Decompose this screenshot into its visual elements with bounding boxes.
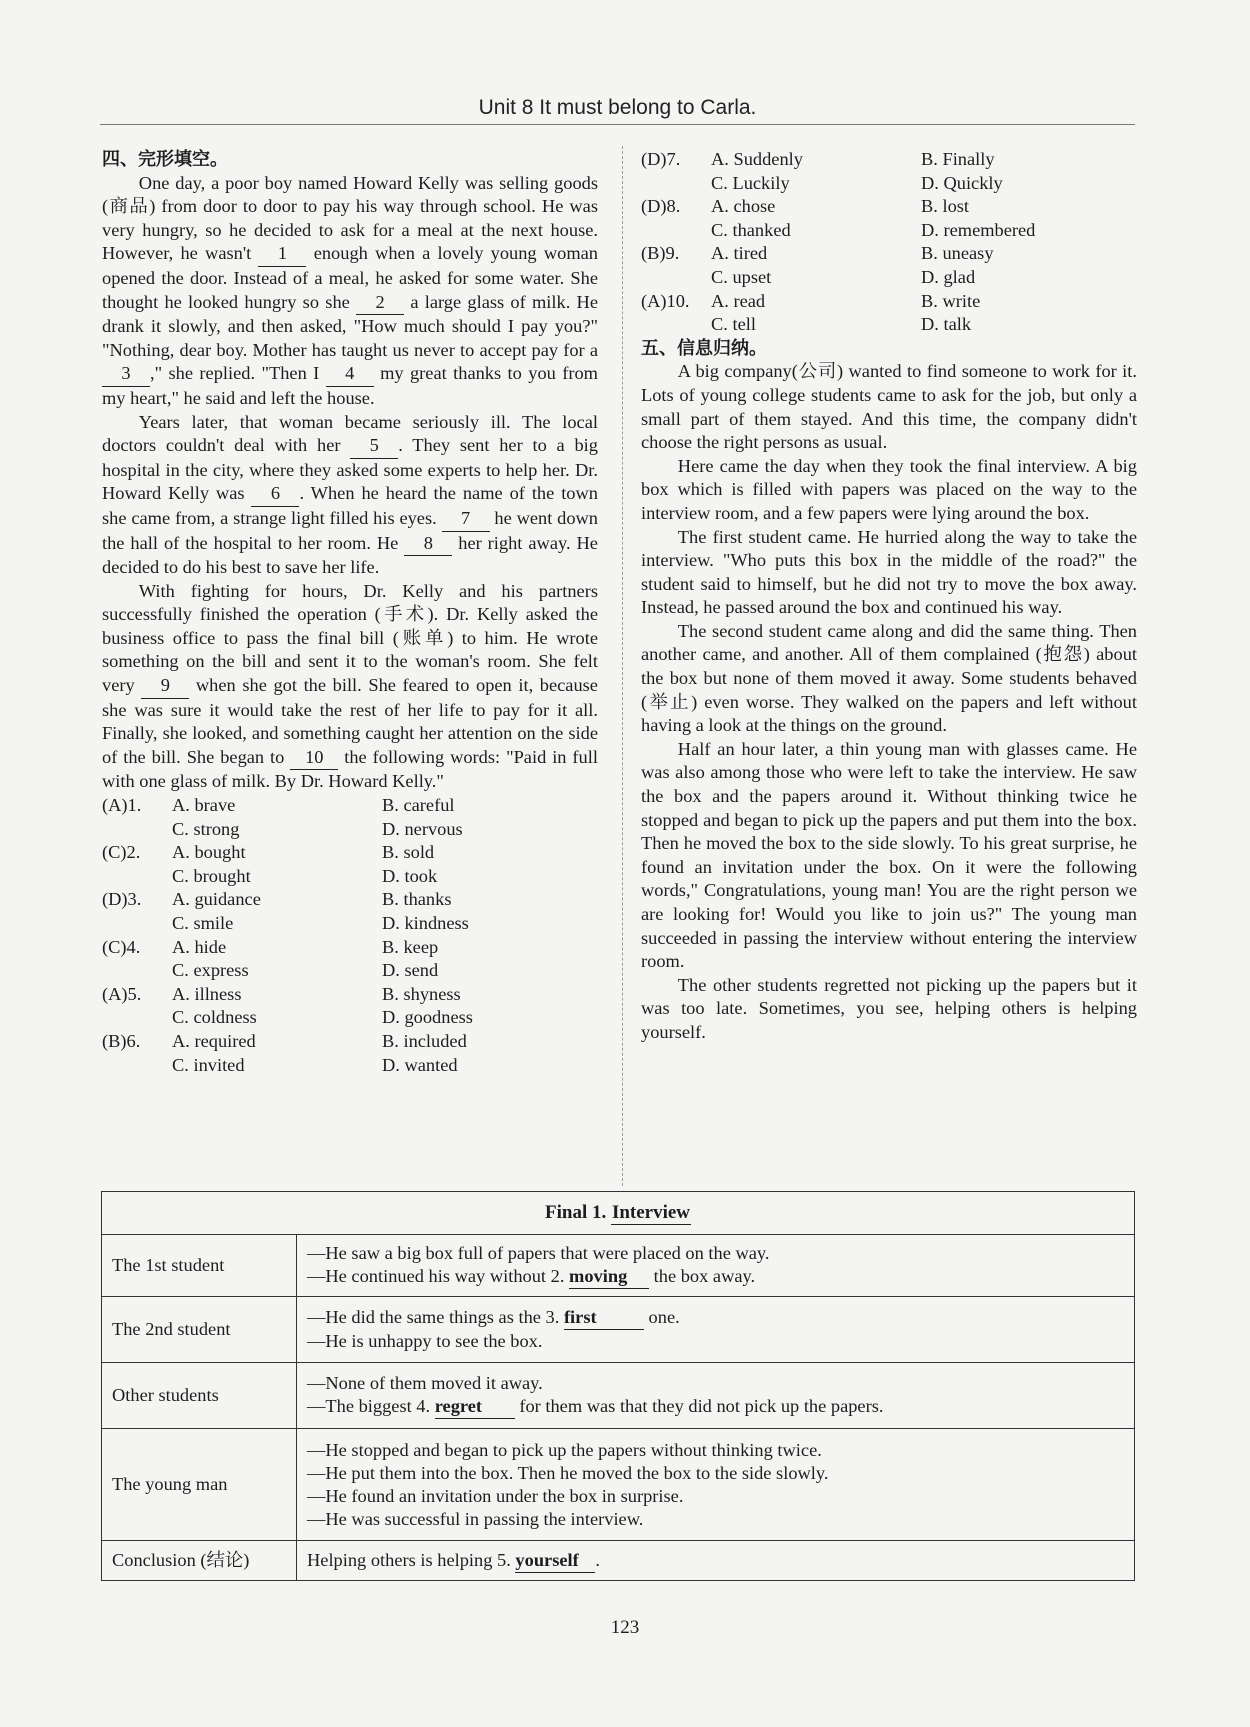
summary-table bbox=[101, 1191, 1135, 1581]
blank-9: 9 bbox=[141, 674, 189, 699]
table-line: —He stopped and began to pick up the papers without thinking twice. bbox=[307, 1439, 822, 1460]
question-row bbox=[102, 818, 598, 842]
option: C. upset bbox=[711, 266, 772, 287]
table-line: —He found an invitation under the box in surprise. bbox=[307, 1485, 684, 1506]
cloze-paragraph-2 bbox=[102, 411, 598, 580]
question-row bbox=[102, 912, 598, 936]
option: C. tell bbox=[711, 314, 756, 335]
blank-6: 6 bbox=[251, 482, 299, 507]
answer-label: (D)8. bbox=[641, 196, 681, 217]
table-text: for them was that they did not pick up the papers. bbox=[519, 1396, 884, 1416]
option: B. careful bbox=[382, 795, 455, 816]
question-row bbox=[102, 794, 598, 818]
answer-label: (B)6. bbox=[102, 1030, 141, 1051]
row-label: Other students bbox=[102, 1363, 297, 1429]
info-paragraph-1: A big company(公司) wanted to find someone to work for it. Lots of young college students came to ask for the job, but only a small part of them stayed. And this time, the company didn't choose the right persons as usual. bbox=[641, 361, 1137, 453]
info-paragraph-6: The other students regretted not picking up the papers but it was too late. Sometimes, you see, helping others is helping yourself. bbox=[641, 974, 1137, 1042]
info-paragraph-5: Half an hour later, a thin young man with glasses came. He was also among those who were left to take the interview. He saw the box and the papers around it. Without thinking twice he stopped and began to pick up the papers and put them into the box. Then he moved the box to the side slowly. To his great surprise, he found an invitation under the box. On it were the following words," Congratulations, young man! You are the right person we are looking for! Would you like to join us?" The young man succeeded in passing the interview without entering the interview room. bbox=[641, 738, 1137, 972]
option: D. remembered bbox=[921, 219, 1036, 240]
option: B. included bbox=[382, 1030, 467, 1051]
option: C. coldness bbox=[172, 1007, 257, 1028]
option: D. kindness bbox=[382, 913, 469, 933]
answer-label: (A)1. bbox=[102, 795, 142, 816]
option: D. nervous bbox=[382, 818, 463, 839]
option: D. goodness bbox=[382, 1007, 473, 1028]
table-line bbox=[307, 1265, 1124, 1289]
option: B. sold bbox=[382, 842, 435, 863]
info-paragraph-4: The second student came along and did the same thing. Then another came, and another. All of them complained (抱怨) about the box but none of them moved it away. Some students behaved (举止) even worse. They walked on the papers and left without having a look at the things on the ground. bbox=[641, 620, 1137, 736]
option: B. shyness bbox=[382, 983, 461, 1004]
cloze-text: ," she replied. "Then I bbox=[150, 363, 320, 384]
option: B. keep bbox=[382, 936, 439, 957]
blank-10: 10 bbox=[290, 746, 338, 771]
option: C. strong bbox=[172, 818, 240, 839]
table-title bbox=[102, 1192, 1135, 1235]
cloze-title: 四、完形填空。 bbox=[102, 149, 228, 170]
unit-header: Unit 8 It must belong to Carla. bbox=[478, 96, 757, 119]
row-content bbox=[297, 1429, 1135, 1541]
right-column bbox=[641, 148, 1137, 1045]
cloze-questions-left bbox=[102, 794, 598, 1077]
cloze-text: he went down the hall of the hospital to her room. He bbox=[102, 507, 598, 553]
table-text: . bbox=[595, 1549, 601, 1570]
table-line bbox=[307, 1306, 1124, 1330]
table-text: one. bbox=[648, 1307, 680, 1327]
option: D. Quickly bbox=[921, 172, 1003, 193]
question-row bbox=[102, 936, 598, 960]
table-text: Helping others is helping 5. bbox=[307, 1549, 511, 1570]
question-row bbox=[641, 172, 1137, 196]
option: C. express bbox=[172, 960, 249, 981]
column-divider bbox=[622, 146, 623, 1186]
table-text: —He did the same things as the 3. bbox=[307, 1307, 560, 1327]
blank-7: 7 bbox=[442, 507, 490, 532]
option: B. Finally bbox=[921, 149, 995, 169]
option: A. tired bbox=[711, 243, 768, 264]
table-line bbox=[307, 1395, 1124, 1419]
answer-label: (B)9. bbox=[641, 243, 680, 264]
cloze-text: . When he heard the name of the town she came from, a strange light filled his eyes. bbox=[102, 483, 598, 528]
option: D. wanted bbox=[382, 1054, 458, 1075]
answer-label: (A)5. bbox=[102, 983, 142, 1004]
row-label: The young man bbox=[102, 1429, 297, 1541]
option: D. talk bbox=[921, 314, 972, 335]
row-label: The 2nd student bbox=[102, 1297, 297, 1363]
answer-5: yourself bbox=[515, 1549, 595, 1573]
info-paragraph-2: Here came the day when they took the final interview. A big box which is filled with papers was placed on the way to the interview room, and a few papers were lying around the box. bbox=[641, 455, 1137, 523]
cloze-text: With fighting for hours, Dr. Kelly and his partners successfully finished the operation (手术). Dr. Kelly asked the business office to pass the final bill (账单) to him. He wrote something on the bill and sent it to the woman's room. She felt very bbox=[102, 580, 598, 696]
blank-2: 2 bbox=[356, 291, 404, 316]
row-content bbox=[297, 1297, 1135, 1363]
option: A. read bbox=[711, 290, 766, 311]
option: D. send bbox=[382, 960, 439, 981]
cloze-text: One day, a poor boy named Howard Kelly was selling goods (商品) from door to door to pay his way through school. He was very hungry, so he decided to ask for a meal at the next house. However, he wasn't bbox=[102, 172, 598, 264]
cloze-text: her right away. He decided to do his best to save her life. bbox=[102, 532, 598, 578]
cloze-paragraph-3 bbox=[102, 580, 598, 794]
blank-3: 3 bbox=[102, 362, 150, 387]
question-row bbox=[102, 959, 598, 983]
cloze-text: . They sent her to a big hospital in the city, where they asked some experts to help her. Dr. Howard Kelly was bbox=[102, 435, 598, 504]
option: A. bought bbox=[172, 842, 246, 863]
question-row bbox=[641, 148, 1137, 172]
question-row bbox=[641, 313, 1137, 337]
table-text: the box away. bbox=[653, 1266, 756, 1286]
row-label: The 1st student bbox=[102, 1235, 297, 1297]
cloze-text: when she got the bill. She feared to open it, because she was sure it would take the rest of her life to pay for it all. Finally, she looked, and something caught her attention on the side of the bill. She began to bbox=[102, 675, 598, 767]
answer-3: first bbox=[564, 1306, 644, 1330]
option: C. smile bbox=[172, 913, 234, 933]
blank-8: 8 bbox=[404, 532, 452, 557]
table-line: —He saw a big box full of papers that were placed on the way. bbox=[307, 1243, 770, 1263]
option: C. Luckily bbox=[711, 172, 790, 193]
question-row bbox=[102, 865, 598, 889]
question-row bbox=[102, 983, 598, 1007]
question-row bbox=[641, 266, 1137, 290]
table-text: —The biggest 4. bbox=[307, 1396, 431, 1416]
option: A. hide bbox=[172, 936, 227, 957]
option: B. thanks bbox=[382, 889, 452, 910]
option: A. illness bbox=[172, 983, 242, 1004]
answer-4: regret bbox=[435, 1395, 515, 1419]
question-row bbox=[641, 290, 1137, 314]
question-row bbox=[641, 219, 1137, 243]
option: B. uneasy bbox=[921, 243, 994, 264]
answer-1: Interview bbox=[611, 1202, 691, 1223]
option: B. lost bbox=[921, 196, 970, 217]
cloze-section bbox=[102, 148, 598, 1077]
question-row bbox=[641, 195, 1137, 219]
question-row bbox=[102, 841, 598, 865]
cloze-text: the following words: "Paid in full with one glass of milk. By Dr. Howard Kelly." bbox=[102, 746, 598, 792]
page-number: 123 bbox=[610, 1617, 640, 1638]
blank-5: 5 bbox=[350, 434, 398, 459]
row-content bbox=[297, 1235, 1135, 1297]
cloze-text: a large glass of milk. He drank it slowly, and then asked, "How much should I pay you?" "Nothing, dear boy. Mother has taught us never to accept pay for a bbox=[102, 291, 598, 360]
question-row bbox=[102, 1030, 598, 1054]
cloze-questions-right bbox=[641, 148, 1137, 337]
option: D. took bbox=[382, 865, 438, 886]
table-text: —He continued his way without 2. bbox=[307, 1266, 565, 1286]
answer-label: (A)10. bbox=[641, 290, 690, 311]
answer-2: moving bbox=[569, 1265, 649, 1289]
answer-label: (D)3. bbox=[102, 889, 142, 910]
option: C. brought bbox=[172, 865, 251, 886]
option: A. chose bbox=[711, 196, 776, 217]
question-row bbox=[102, 888, 598, 912]
option: A. Suddenly bbox=[711, 149, 803, 169]
answer-label: (D)7. bbox=[641, 149, 681, 169]
info-paragraph-3: The first student came. He hurried along the way to take the interview. "Who puts this box in the middle of the road?" the student said to himself, but he did not try to move the box away. Instead, he passed around the box and continued his way. bbox=[641, 526, 1137, 618]
row-label: Conclusion (结论) bbox=[102, 1541, 297, 1581]
table-title-prefix: Final 1. bbox=[545, 1202, 607, 1223]
question-row bbox=[102, 1054, 598, 1078]
table-line: —He is unhappy to see the box. bbox=[307, 1331, 543, 1351]
option: C. invited bbox=[172, 1054, 245, 1075]
blank-4: 4 bbox=[326, 362, 374, 387]
cloze-text: Years later, that woman became seriously ill. The local doctors couldn't deal with her bbox=[102, 411, 598, 456]
header-rule bbox=[100, 124, 1135, 125]
answer-label: (C)4. bbox=[102, 936, 141, 957]
option: B. write bbox=[921, 290, 981, 311]
cloze-paragraph-1 bbox=[102, 172, 598, 411]
blank-1: 1 bbox=[258, 242, 306, 267]
row-content bbox=[297, 1363, 1135, 1429]
answer-label: (C)2. bbox=[102, 842, 141, 863]
row-content bbox=[297, 1541, 1135, 1581]
question-row bbox=[102, 1006, 598, 1030]
cloze-text: enough when a lovely young woman opened the door. Instead of a meal, he asked for some water. She thought he looked hungry so she bbox=[102, 243, 598, 312]
table-line: —None of them moved it away. bbox=[307, 1373, 543, 1393]
option: D. glad bbox=[921, 266, 976, 287]
table-line: —He put them into the box. Then he moved the box to the side slowly. bbox=[307, 1462, 829, 1483]
info-title: 五、信息归纳。 bbox=[641, 337, 767, 359]
option: A. required bbox=[172, 1030, 256, 1051]
table-line: —He was successful in passing the interview. bbox=[307, 1508, 644, 1529]
option: A. guidance bbox=[172, 889, 261, 910]
option: C. thanked bbox=[711, 219, 791, 240]
option: A. brave bbox=[172, 795, 236, 816]
question-row bbox=[641, 242, 1137, 266]
cloze-text: my great thanks to you from my heart," he said and left the house. bbox=[102, 363, 598, 408]
